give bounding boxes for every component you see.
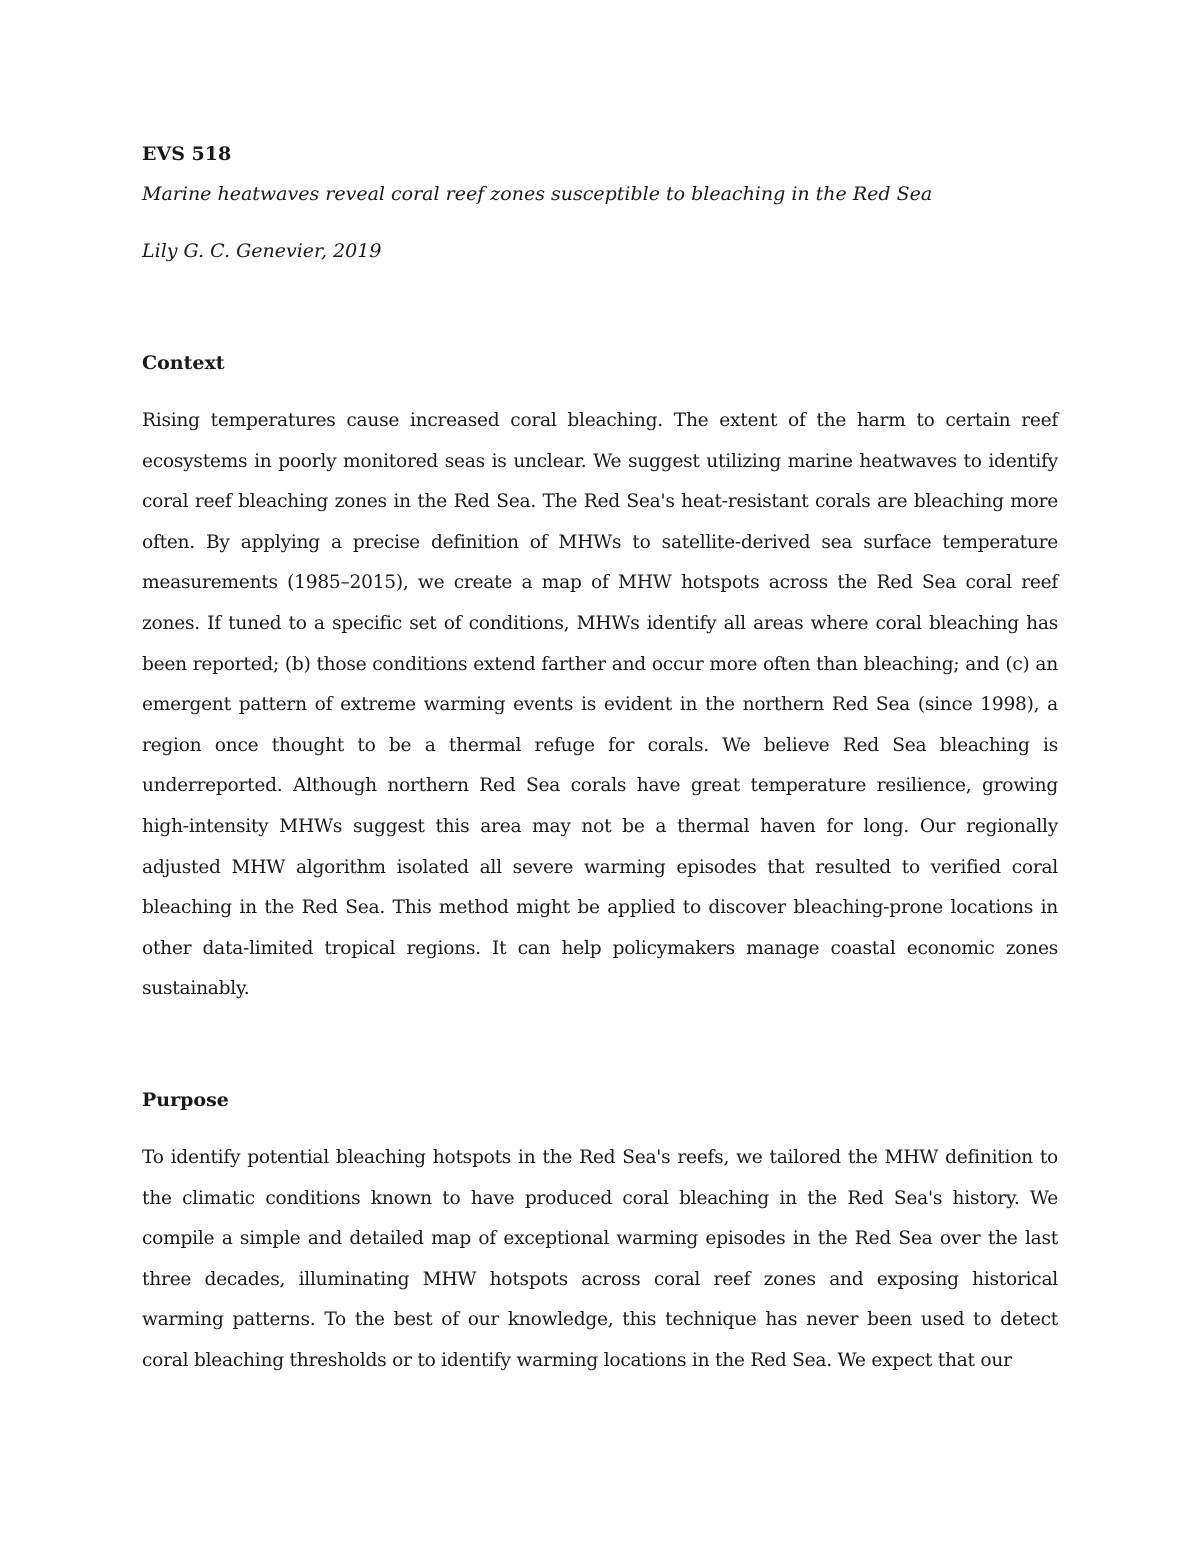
author-line: Lily G. C. Genevier, 2019 xyxy=(142,240,382,262)
purpose-paragraph: To identify potential bleaching hotspots in the Red Sea's reefs, we tailored the MHW definition to the climatic conditions known to have produced coral bleaching in the Red Sea's history. We compile a simple and detailed map of exceptional warming episodes in the Red Sea over the last three decades, illuminating MHW hotspots across coral reef zones and exposing historical warming patterns. To the best of our knowledge, this technique has never been used to detect coral bleaching thresholds or to identify warming locations in the Red Sea. We expect that our xyxy=(142,1147,1058,1371)
context-heading: Context xyxy=(142,352,225,374)
context-paragraph: Rising temperatures cause increased coral bleaching. The extent of the harm to certain reef ecosystems in poorly monitored seas is unclear. We suggest utilizing marine heatwaves to identify coral reef bleaching zones in the Red Sea. The Red Sea's heat-resistant corals are bleaching more often. By applying a precise definition of MHWs to satellite-derived sea surface temperature measurements (1985–2015), we create a map of MHW hotspots across the Red Sea coral reef zones. If tuned to a specific set of conditions, MHWs identify all areas where coral bleaching has been reported; (b) those conditions extend farther and occur more often than bleaching; and (c) an emergent pattern of extreme warming events is evident in the northern Red Sea (since 1998), a region once thought to be a thermal refuge for corals. We believe Red Sea bleaching is underreported. Although northern Red Sea corals have great temperature resilience, growing high-intensity MHWs suggest this area may not be a thermal haven for long. Our regionally adjusted MHW algorithm isolated all severe warming episodes that resulted to verified coral bleaching in the Red Sea. This method might be applied to discover bleaching-prone locations in other data-limited tropical regions. It can help policymakers manage coastal economic zones sustainably. xyxy=(142,410,1058,1000)
purpose-heading: Purpose xyxy=(142,1089,229,1111)
course-code: EVS 518 xyxy=(142,143,232,165)
document-title: Marine heatwaves reveal coral reef zones susceptible to bleaching in the Red Sea xyxy=(142,183,933,205)
